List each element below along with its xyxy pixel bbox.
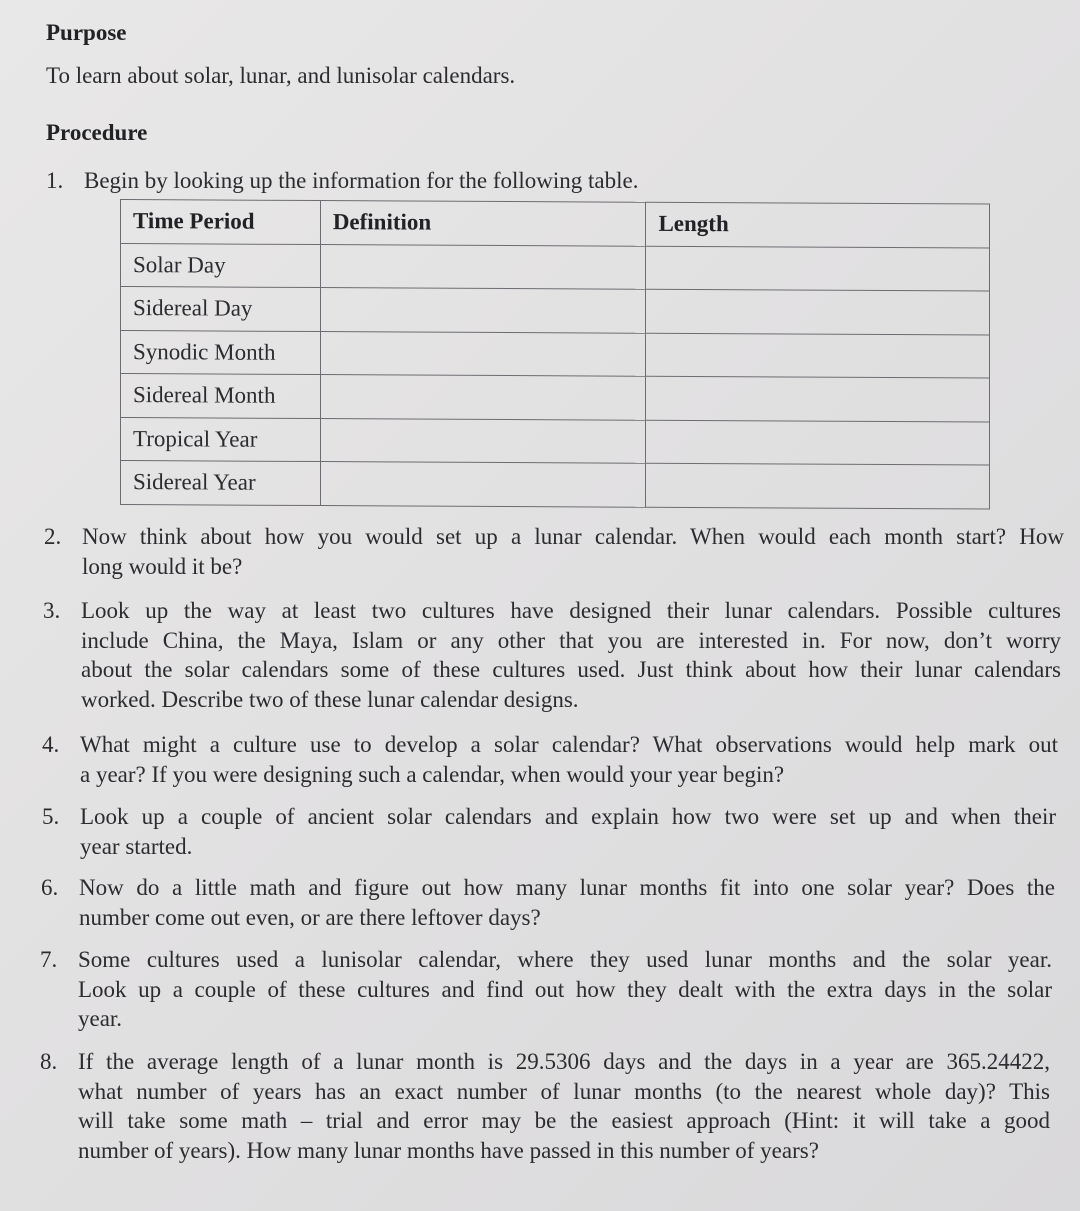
table-row	[121, 417, 990, 465]
length-cell[interactable]	[646, 246, 990, 291]
item-line: number of years). How many lunar months have passed in this number of years?	[78, 1137, 819, 1163]
header-definition: Definition	[320, 201, 646, 246]
item-number: 6.	[41, 875, 59, 900]
time-period-cell: Sidereal Month	[121, 374, 321, 419]
item-line: Now do a little math and figure out how many lunar months fit into one solar year? Does the	[79, 875, 1055, 900]
definition-cell[interactable]	[320, 331, 646, 376]
item-line: Look up a couple of ancient solar calendars and explain how two were set up and when their	[80, 804, 1056, 829]
item-line: year started.	[80, 833, 193, 859]
item-line: worked. Describe two of these lunar calendar designs.	[81, 686, 579, 712]
item-line: include China, the Maya, Islam or any other that you are interested in. For now, don’t worry	[81, 627, 1061, 653]
definition-cell[interactable]	[320, 462, 646, 507]
purpose-heading: Purpose	[46, 20, 127, 45]
table-row	[121, 461, 990, 509]
item-line: year.	[78, 1006, 123, 1031]
time-period-cell: Solar Day	[121, 243, 321, 288]
item-line: If the average length of a lunar month is 29.5306 days and the days in a year are 365.24422,	[78, 1049, 1050, 1074]
header-time-period: Time Period	[121, 200, 321, 245]
time-period-cell: Tropical Year	[121, 417, 321, 462]
header-length: Length	[646, 202, 990, 247]
item-number: 5.	[42, 804, 60, 829]
definition-cell[interactable]	[320, 418, 646, 463]
procedure-heading: Procedure	[46, 120, 148, 145]
item-number: 7.	[40, 947, 58, 972]
definition-cell[interactable]	[320, 288, 646, 333]
time-period-cell: Sidereal Year	[121, 461, 321, 506]
item-line: Now think about how you would set up a lunar calendar. When would each month start? How	[82, 524, 1064, 549]
item-number: 8.	[40, 1049, 58, 1074]
item-number: 4.	[42, 732, 60, 757]
table-row	[121, 374, 990, 422]
item-number: 2.	[44, 524, 62, 549]
time-period-cell: Synodic Month	[121, 330, 321, 375]
time-period-cell: Sidereal Day	[121, 287, 321, 332]
definition-cell[interactable]	[320, 375, 646, 420]
length-cell[interactable]	[646, 333, 990, 378]
item-number: 3.	[43, 598, 61, 623]
item-line: about the solar calendars some of these cultures used. Just think about how their lunar calendars	[81, 657, 1061, 682]
table-row	[121, 330, 990, 378]
time-period-table	[120, 199, 990, 509]
item-line: Begin by looking up the information for the following table.	[84, 168, 639, 193]
purpose-text: To learn about solar, lunar, and lunisolar calendars.	[46, 63, 516, 88]
item-line: what number of years has an exact number of lunar months (to the nearest whole day)? This	[78, 1078, 1050, 1104]
length-cell[interactable]	[646, 289, 990, 334]
item-line: long would it be?	[82, 553, 243, 579]
item-line: a year? If you were designing such a calendar, when would your year begin?	[80, 761, 785, 787]
length-cell[interactable]	[646, 463, 990, 508]
item-line: Look up the way at least two cultures have designed their lunar calendars. Possible cultures	[81, 598, 1061, 623]
item-line: number come out even, or are there leftover days?	[79, 904, 541, 930]
item-line: Some cultures used a lunisolar calendar, where they used lunar months and the solar year.	[78, 947, 1052, 972]
length-cell[interactable]	[646, 420, 990, 465]
item-line: will take some math – trial and error may be the easiest approach (Hint: it will take a good	[78, 1108, 1050, 1133]
table-header-row	[121, 200, 990, 248]
item-line: Look up a couple of these cultures and find out how they dealt with the extra days in the solar	[78, 976, 1052, 1002]
definition-cell[interactable]	[320, 244, 646, 289]
table-row	[121, 287, 990, 335]
item-number: 1.	[46, 168, 64, 193]
table-row	[121, 243, 990, 291]
item-line: What might a culture use to develop a solar calendar? What observations would help mark out	[80, 732, 1058, 757]
length-cell[interactable]	[646, 376, 990, 421]
